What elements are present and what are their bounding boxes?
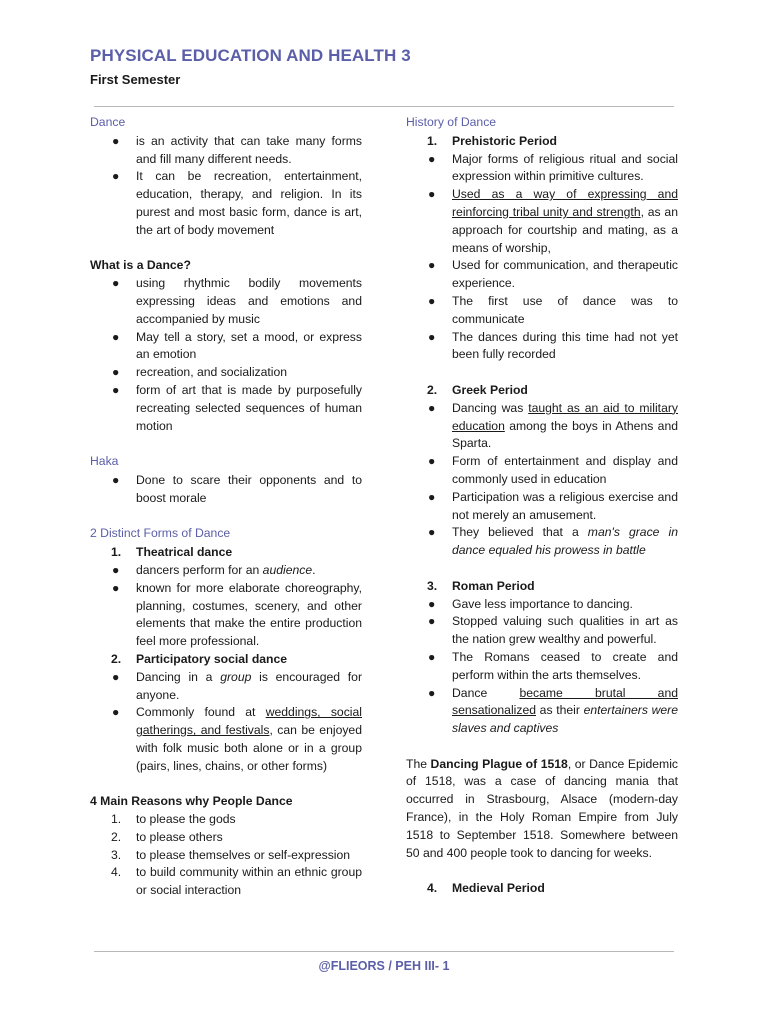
period-title: 1. Prehistoric Period [427, 133, 557, 148]
list-item: ● May tell a story, set a mood, or express an emotion [112, 329, 362, 362]
bullet-icon: ● [428, 258, 436, 273]
list-item: ● Used as a way of expressing and reinforcing tribal unity and strength, as an approach for courtship and mating, as a means of worship, [428, 187, 678, 255]
bullet-icon: ● [428, 685, 436, 700]
bullet-icon: ● [112, 382, 120, 397]
list-item: ● Stopped valuing such qualities in art as the nation grew wealthy and powerful. [428, 614, 678, 647]
bullet-icon: ● [428, 525, 436, 540]
left-column [90, 114, 362, 900]
page-subtitle: First Semester [90, 72, 181, 87]
bullet-icon: ● [428, 454, 436, 469]
bullet-icon: ● [428, 293, 436, 308]
bullet-icon: ● [428, 329, 436, 344]
haka-heading: Haka [90, 454, 119, 469]
bullet-icon: ● [112, 169, 120, 184]
reasons-heading: 4 Main Reasons why People Dance [90, 794, 293, 809]
bullet-icon: ● [428, 187, 436, 202]
bullet-icon: ● [428, 489, 436, 504]
list-item: ● Major forms of religious ritual and social expression within primitive cultures. [428, 151, 678, 184]
list-item: ● Participation was a religious exercise and not merely an amusement. [428, 489, 678, 522]
list-item: ● Used for communication, and therapeutic experience. [428, 258, 678, 291]
list-item: ● is an activity that can take many forms and fill many different needs. [112, 133, 362, 166]
page-title: PHYSICAL EDUCATION AND HEALTH 3 [90, 46, 411, 65]
bullet-icon: ● [112, 133, 120, 148]
period-title: 2. Greek Period [427, 382, 528, 397]
list-item: ● Dancing in a group is encouraged for anyone. [112, 669, 362, 702]
list-item: ● using rhythmic bodily movements expressing ideas and emotions and accompanied by music [112, 276, 362, 326]
page-footer: @FLIEORS / PEH III- 1 [318, 959, 450, 973]
form-title: 2. Participatory social dance [111, 651, 288, 666]
list-item: ● form of art that is made by purposefully recreating selected sequences of human motion [112, 382, 362, 433]
list-item: ● Dance became brutal and sensationalized as their entertainers were slaves and captives [428, 685, 679, 736]
list-item: ● dancers perform for an audience. [90, 562, 362, 580]
list-item: ● It can be recreation, entertainment, education, therapy, and religion. In its purest and most basic form, dance is art, the art of body movement [112, 169, 362, 237]
bullet-icon: ● [112, 669, 120, 684]
header-divider [94, 106, 674, 107]
bullet-icon: ● [112, 329, 120, 344]
bullet-icon: ● [112, 365, 120, 380]
bullet-icon: ● [112, 580, 120, 595]
plague-paragraph: The Dancing Plague of 1518, or Dance Epidemic of 1518, was a case of dancing mania that occurred in Strasbourg, Alsace (modern-day France), in the Holy Roman Empire from July 1518 to September 1518. Somewhere between 50 and 400 people took to dancing for weeks. [406, 756, 678, 860]
bullet-icon: ● [112, 705, 120, 720]
bullet-icon: ● [428, 649, 436, 664]
what-heading: What is a Dance? [90, 258, 191, 273]
list-item: ● The Romans ceased to create and perform within the arts themselves. [428, 649, 678, 682]
dance-heading: Dance [90, 115, 126, 129]
bullet-icon: ● [112, 276, 120, 291]
bullet-icon: ● [428, 596, 436, 611]
bullet-icon: ● [428, 614, 436, 629]
list-item: 1. to please the gods [111, 812, 236, 827]
history-heading: History of Dance [406, 115, 497, 129]
list-item: ● Dancing was taught as an aid to military education among the boys in Athens and Sparta. [428, 400, 678, 451]
list-item: 4. to build community within an ethnic group or social interaction [111, 865, 362, 898]
footer-divider [94, 951, 674, 952]
right-column [406, 114, 678, 898]
form-title: 1. Theatrical dance [111, 545, 233, 560]
list-item: ● The dances during this time had not yet been fully recorded [428, 329, 678, 362]
period-title: 3. Roman Period [427, 578, 535, 593]
forms-heading: 2 Distinct Forms of Dance [90, 526, 231, 541]
period-title: 4. Medieval Period [427, 881, 545, 896]
list-item: ● Form of entertainment and display and commonly used in education [428, 454, 678, 486]
list-item: ● known for more elaborate choreography, planning, costumes, scenery, and other elements that make the entire production feel more professional. [112, 580, 362, 649]
bullet-icon: ● [112, 472, 120, 487]
list-item: 3. to please themselves or self-expression [111, 847, 351, 862]
bullet-icon: ● [428, 151, 436, 166]
bullet-icon: ● [112, 562, 120, 577]
list-item: ● Gave less importance to dancing. [406, 596, 678, 614]
bullet-icon: ● [428, 400, 436, 415]
list-item: 2. to please others [111, 829, 223, 844]
list-item: ● They believed that a man's grace in dance equaled his prowess in battle [428, 525, 678, 558]
list-item: ● Commonly found at weddings, social gatherings, and festivals, can be enjoyed with folk music both alone or in a group (pairs, lines, chains, or other forms) [112, 705, 362, 773]
list-item: ● The first use of dance was to communicate [428, 293, 678, 326]
list-item: ● recreation, and socialization [90, 364, 362, 382]
list-item: ● Done to scare their opponents and to boost morale [112, 472, 362, 505]
